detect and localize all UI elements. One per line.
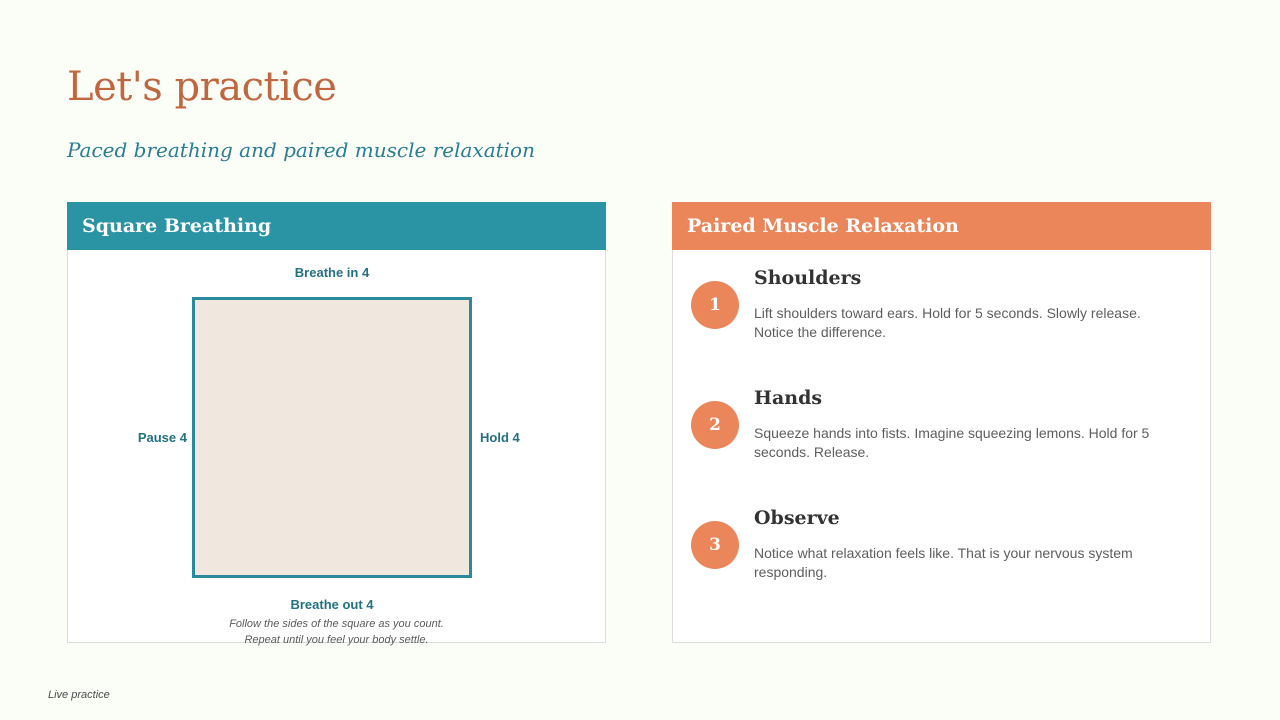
square-breathing-header: Square Breathing bbox=[67, 202, 606, 250]
pause-label: Pause 4 bbox=[137, 430, 187, 445]
breathe-out-label: Breathe out 4 bbox=[290, 597, 374, 612]
step-number-badge: 3 bbox=[691, 521, 739, 569]
caption-line-1: Follow the sides of the square as you count. bbox=[229, 618, 444, 630]
hold-label: Hold 4 bbox=[480, 430, 520, 445]
muscle-relaxation-card bbox=[672, 202, 1211, 643]
step-title: Hands bbox=[754, 387, 823, 409]
breathe-in-label: Breathe in 4 bbox=[294, 265, 370, 280]
step-description: Notice what relaxation feels like. That is your nervous system responding. bbox=[754, 545, 1133, 580]
breathing-square bbox=[192, 297, 472, 578]
slide-subtitle: Paced breathing and paired muscle relaxation bbox=[67, 138, 535, 162]
step-title: Shoulders bbox=[754, 267, 862, 289]
footer-label: Live practice bbox=[48, 689, 110, 701]
step-description: Lift shoulders toward ears. Hold for 5 seconds. Slowly release. Notice the difference. bbox=[754, 305, 1141, 340]
muscle-relaxation-header: Paired Muscle Relaxation bbox=[672, 202, 1211, 250]
step-number-badge: 1 bbox=[691, 281, 739, 329]
step-description: Squeeze hands into fists. Imagine squeezing lemons. Hold for 5 seconds. Release. bbox=[754, 425, 1150, 460]
square-breathing-card bbox=[67, 202, 606, 646]
step-title: Observe bbox=[754, 507, 840, 529]
breathing-caption bbox=[68, 616, 605, 648]
step-number-badge: 2 bbox=[691, 401, 739, 449]
slide-title: Let's practice bbox=[67, 64, 337, 110]
caption-line-2: Repeat until you feel your body settle. bbox=[244, 634, 429, 646]
